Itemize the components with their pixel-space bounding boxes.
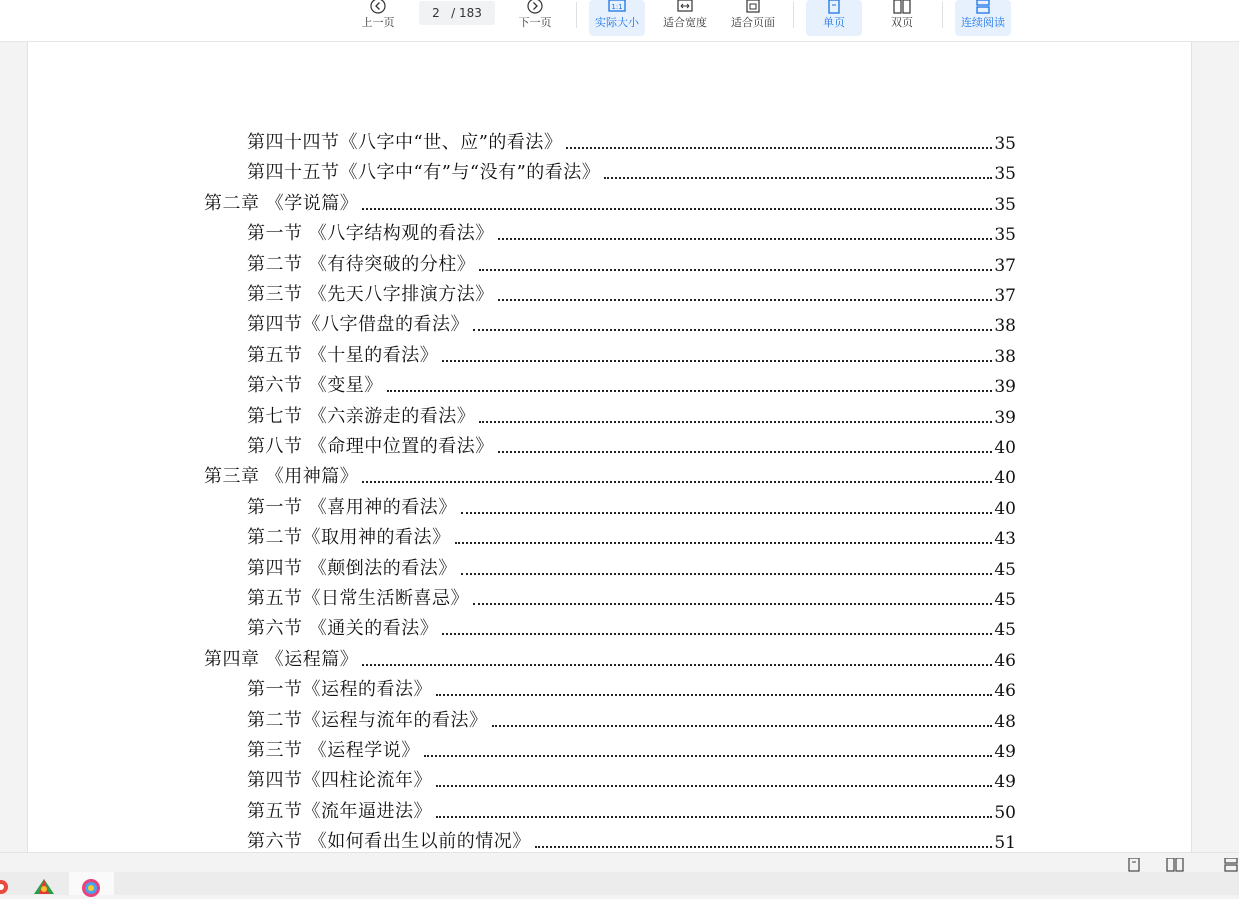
- total-pages: / 183: [451, 6, 482, 20]
- toc-entry-page: 37: [994, 286, 1016, 306]
- toc-entry-title: 第一节 《喜用神的看法》: [247, 496, 457, 518]
- toc-entry-page: 45: [994, 559, 1016, 580]
- toolbar-divider: [942, 2, 943, 28]
- toc-entry-title: 第二节《取用神的看法》: [247, 527, 451, 549]
- toc-entry-page: 39: [994, 377, 1016, 398]
- toc-entry[interactable]: [247, 282, 1016, 306]
- toc-entry[interactable]: [247, 556, 1016, 580]
- double-page-label: 双页: [891, 16, 913, 29]
- toc-leader-dots: [479, 268, 992, 271]
- toc-entry-title: 第二节《运程与流年的看法》: [247, 709, 488, 731]
- toc-leader-dots: [455, 541, 993, 544]
- toc-entry[interactable]: [247, 708, 1016, 732]
- toc-entry[interactable]: [247, 586, 1016, 610]
- toc-entry-page: 35: [994, 164, 1016, 185]
- toc-entry-page: 48: [994, 711, 1016, 732]
- browser-icon[interactable]: [0, 878, 8, 898]
- toc-leader-dots: [436, 693, 992, 696]
- toc-entry-title: 第五节 《十星的看法》: [247, 344, 439, 366]
- toc-entry-title: 第四节《八字借盘的看法》: [247, 314, 469, 336]
- active-app-icon[interactable]: [69, 872, 114, 895]
- toc-entry-title: 第四十四节《八字中“世、应”的看法》: [247, 132, 563, 153]
- toc-leader-dots: [473, 602, 992, 605]
- toc-leader-dots: [387, 389, 993, 392]
- toc-leader-dots: [566, 146, 992, 149]
- toc-entry-title: 第三节 《运程学说》: [247, 740, 420, 761]
- toolbar-divider: [576, 2, 577, 28]
- actual-size-button[interactable]: [589, 0, 645, 36]
- toc-entry[interactable]: [204, 191, 1016, 215]
- toc-entry-page: 38: [994, 316, 1016, 337]
- fit-width-button[interactable]: [657, 0, 713, 36]
- fit-page-label: 适合页面: [731, 16, 775, 29]
- toc-entry-page: 49: [994, 742, 1016, 762]
- toc-entry-title: 第六节 《通关的看法》: [247, 618, 439, 640]
- toc-entry-title: 第四节 《颠倒法的看法》: [247, 557, 457, 579]
- toc-entry[interactable]: [247, 799, 1016, 823]
- toc-entry[interactable]: [247, 829, 1016, 852]
- toc-entry[interactable]: [247, 373, 1016, 397]
- continuous-reading-button[interactable]: [955, 0, 1011, 36]
- toc-entry[interactable]: [247, 221, 1016, 245]
- toc-entry-title: 第五节《流年逼进法》: [247, 800, 432, 822]
- fit-page-icon: [725, 0, 781, 16]
- toc-entry-title: 第四节《四柱论流年》: [247, 770, 432, 792]
- toc-entry-title: 第三章 《用神篇》: [204, 466, 359, 488]
- toc-leader-dots: [473, 328, 992, 331]
- continuous-reading-icon: [955, 0, 1011, 16]
- toc-entry-page: 39: [994, 407, 1016, 428]
- toc-entry-page: 35: [994, 194, 1016, 215]
- taskbar: [0, 872, 1239, 895]
- toc-leader-dots: [442, 359, 992, 362]
- toc-entry-page: 40: [994, 468, 1016, 489]
- toc-entry-title: 第八节 《命理中位置的看法》: [247, 436, 494, 457]
- toc-leader-dots: [535, 845, 993, 848]
- toc-entry-page: 35: [994, 225, 1016, 246]
- next-page-label: 下一页: [518, 16, 552, 29]
- actual-size-icon: [589, 0, 645, 16]
- single-page-button[interactable]: [806, 0, 862, 36]
- toc-entry-page: 35: [994, 134, 1016, 154]
- toc-entry-title: 第一节 《八字结构观的看法》: [247, 223, 494, 245]
- status-bar: [0, 852, 1239, 873]
- toc-entry[interactable]: [247, 616, 1016, 640]
- toc-entry-page: 45: [994, 590, 1016, 610]
- chevron-left-icon: [355, 0, 401, 16]
- toc-entry-page: 46: [994, 681, 1016, 702]
- toolbar-divider: [793, 2, 794, 28]
- toc-entry-title: 第四章 《运程篇》: [204, 648, 359, 670]
- prev-page-button[interactable]: [355, 0, 401, 36]
- toc-entry[interactable]: [247, 252, 1016, 276]
- toc-leader-dots: [498, 450, 993, 453]
- page-number-box[interactable]: [419, 1, 495, 25]
- chevron-right-icon: [512, 0, 558, 16]
- double-page-icon: [874, 0, 930, 16]
- toc-leader-dots: [461, 511, 993, 514]
- app-icon[interactable]: [33, 878, 55, 899]
- toc-leader-dots: [492, 724, 993, 727]
- toc-entry[interactable]: [247, 738, 1016, 762]
- viewer-toolbar: [0, 0, 1239, 42]
- toc-leader-dots: [479, 420, 992, 423]
- toc-leader-dots: [362, 663, 992, 666]
- single-page-icon: [806, 0, 862, 16]
- prev-page-label: 上一页: [361, 16, 395, 29]
- fit-width-label: 适合宽度: [663, 16, 707, 29]
- toc-leader-dots: [498, 237, 993, 240]
- current-page-input[interactable]: 2: [432, 6, 440, 20]
- toc-entry-page: 46: [994, 650, 1016, 671]
- single-page-label: 单页: [823, 16, 845, 29]
- toc-entry[interactable]: [247, 130, 1016, 154]
- toc-leader-dots: [442, 632, 992, 635]
- toc-entry-title: 第二章 《学说篇》: [204, 192, 359, 214]
- toc-entry[interactable]: [247, 343, 1016, 367]
- toc-entry-page: 51: [994, 833, 1016, 852]
- toc-entry[interactable]: [247, 525, 1016, 549]
- toc-entry[interactable]: [247, 160, 1016, 184]
- next-page-button[interactable]: [512, 0, 558, 36]
- actual-size-label: 实际大小: [595, 16, 639, 29]
- toc-entry-page: 40: [994, 498, 1016, 519]
- toc-entry-page: 43: [994, 529, 1016, 550]
- toc-leader-dots: [436, 784, 992, 787]
- toc-entry-page: 50: [994, 802, 1016, 823]
- toc-entry[interactable]: [204, 647, 1016, 671]
- toc-entry[interactable]: [247, 677, 1016, 701]
- toc-entry[interactable]: [247, 404, 1016, 428]
- double-page-button[interactable]: [874, 0, 930, 36]
- continuous-reading-label: 连续阅读: [961, 16, 1005, 29]
- toc-entry-title: 第三节 《先天八字排演方法》: [247, 284, 494, 305]
- toc-entry-page: 49: [994, 772, 1016, 793]
- toc-leader-dots: [362, 207, 992, 210]
- toc-entry-page: 38: [994, 346, 1016, 367]
- toc-entry-title: 第六节 《变星》: [247, 375, 383, 397]
- toc-entry[interactable]: [247, 312, 1016, 336]
- toc-entry[interactable]: [247, 495, 1016, 519]
- toc-entry[interactable]: [204, 464, 1016, 488]
- toc-leader-dots: [436, 815, 992, 818]
- toc-entry-title: 第六节 《如何看出生以前的情况》: [247, 831, 531, 852]
- toc-entry-page: 45: [994, 620, 1016, 641]
- toc-leader-dots: [604, 176, 992, 179]
- toc-leader-dots: [424, 754, 993, 757]
- toc-entry[interactable]: [247, 434, 1016, 458]
- toc-entry-title: 第四十五节《八字中“有”与“没有”的看法》: [247, 162, 601, 184]
- toc-entry-title: 第七节 《六亲游走的看法》: [247, 405, 476, 427]
- toc-entry-title: 第一节《运程的看法》: [247, 679, 432, 701]
- svg-text:1:1: 1:1: [611, 3, 623, 11]
- toc-entry-page: 37: [994, 255, 1016, 276]
- toc-leader-dots: [498, 298, 993, 301]
- fit-width-icon: [657, 0, 713, 16]
- toc-leader-dots: [362, 480, 992, 483]
- document-page: [27, 42, 1192, 852]
- toc-leader-dots: [461, 572, 993, 575]
- fit-page-button[interactable]: [725, 0, 781, 36]
- toc-entry[interactable]: [247, 768, 1016, 792]
- toc-entry-title: 第二节 《有待突破的分柱》: [247, 253, 476, 275]
- toc-entry-page: 40: [994, 438, 1016, 458]
- toc-entry-title: 第五节《日常生活断喜忌》: [247, 588, 469, 609]
